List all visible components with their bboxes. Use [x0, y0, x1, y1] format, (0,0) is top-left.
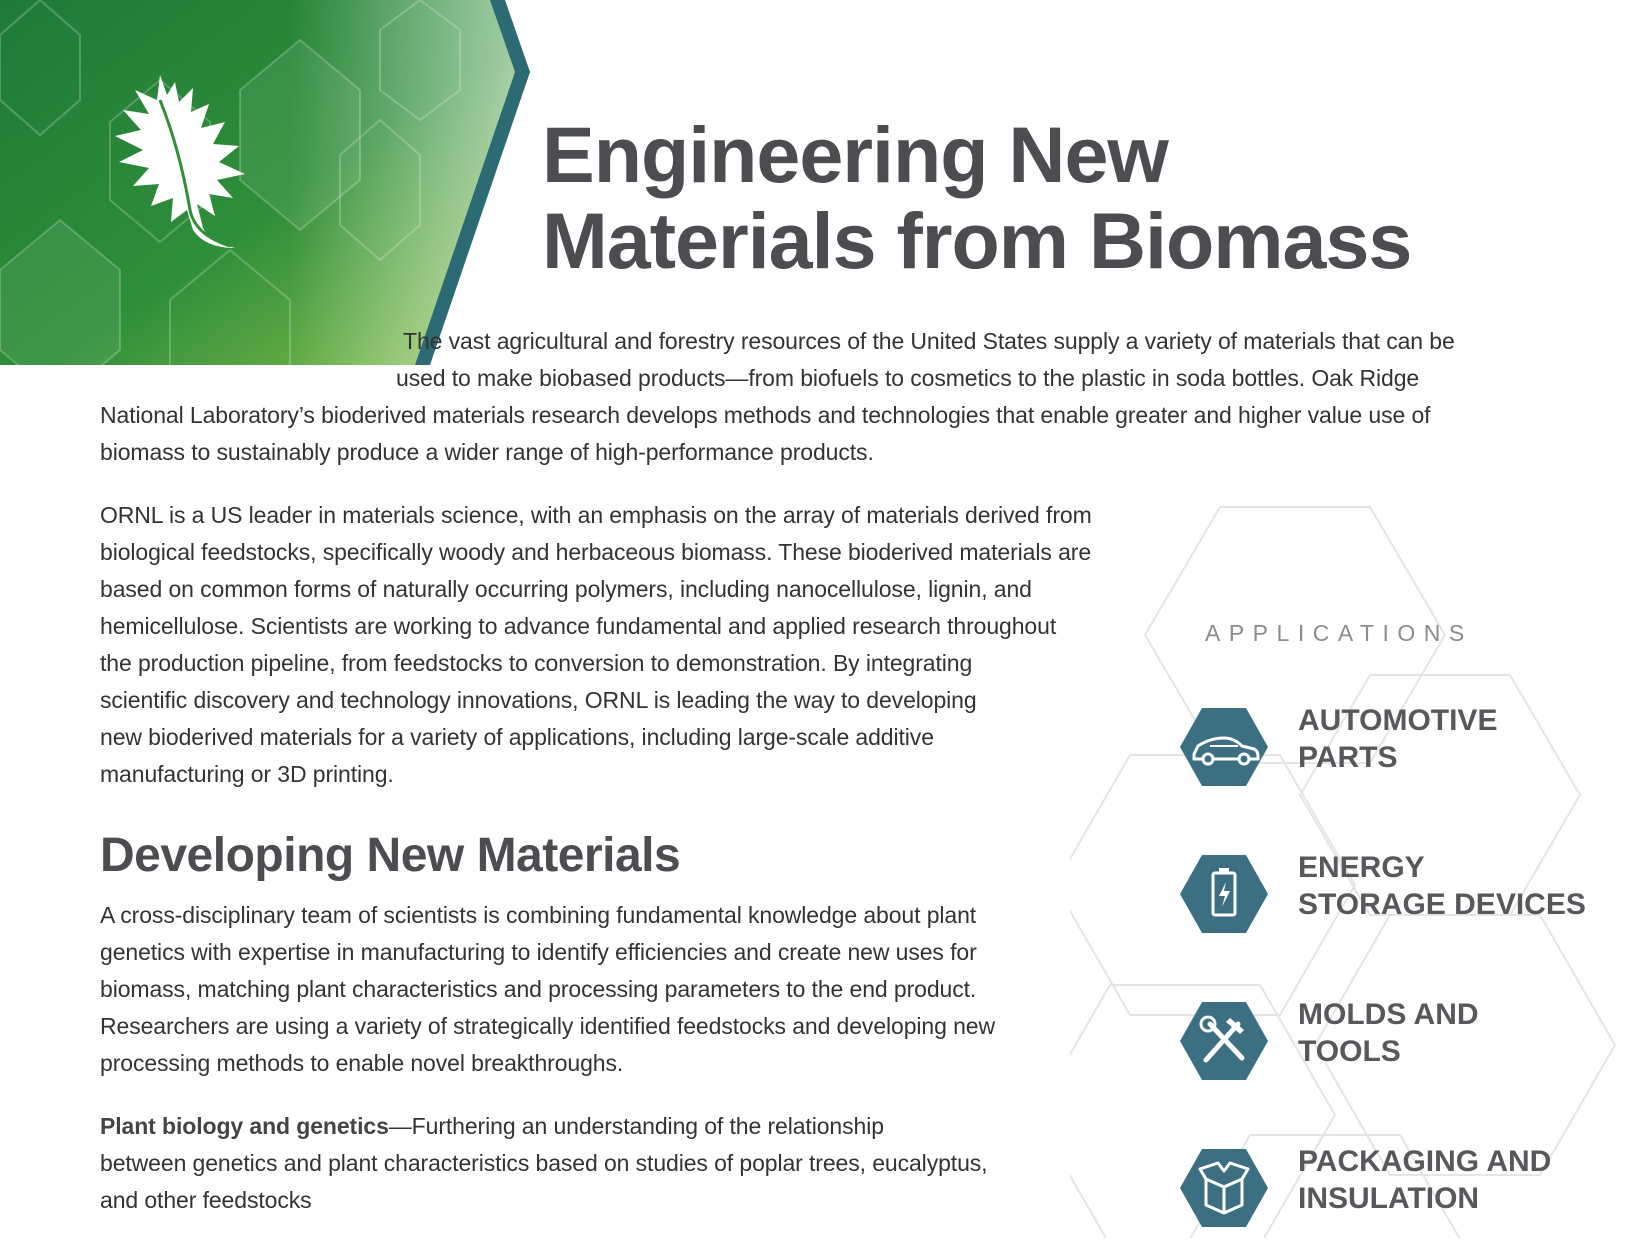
application-energy-storage [1180, 851, 1636, 955]
section-heading: Developing New Materials [100, 829, 681, 882]
application-automotive [1180, 704, 1636, 808]
application-label [1298, 996, 1479, 1070]
intro-line-4: biomass to sustainably produce a wider range of high-performance products. [100, 439, 874, 465]
plant-line-1 [100, 1108, 987, 1145]
plant-biology-paragraph [100, 1108, 987, 1219]
plant-line-1-rest: —Furthering an understanding of the relationship [388, 1113, 884, 1139]
body-line: scientific discovery and technology innovations, ORNL is leading the way to developing [100, 687, 977, 713]
section-line: biomass, matching plant characteristics and processing parameters to the end product. [100, 976, 977, 1002]
body-line: biological feedstocks, specifically woody and herbaceous biomass. These bioderived materials are [100, 539, 1092, 565]
body-line: based on common forms of naturally occurring polymers, including nanocellulose, lignin, and [100, 576, 1032, 602]
section-paragraph [100, 897, 995, 1082]
section-line: processing methods to enable novel breakthroughs. [100, 1050, 624, 1076]
body-line: ORNL is a US leader in materials science, with an emphasis on the array of materials derived from [100, 502, 1092, 528]
box-icon [1180, 1149, 1268, 1227]
oak-leaf-icon [105, 70, 265, 255]
application-label-line: MOLDS AND [1298, 998, 1479, 1031]
body-line: new bioderived materials for a variety of applications, including large-scale additive [100, 724, 934, 750]
body-paragraph [100, 497, 1092, 793]
application-label-line: ENERGY [1298, 851, 1425, 884]
application-label-line: TOOLS [1298, 1035, 1401, 1068]
body-line: manufacturing or 3D printing. [100, 761, 394, 787]
intro-paragraph-a [396, 323, 1455, 397]
application-packaging [1180, 1145, 1636, 1249]
body-line: hemicellulose. Scientists are working to advance fundamental and applied research throughout [100, 613, 1057, 639]
section-line: genetics with expertise in manufacturing to identify efficiencies and create new uses for [100, 939, 977, 965]
plant-bold-term: Plant biology and genetics [100, 1113, 389, 1139]
section-line: Researchers are using a variety of strategically identified feedstocks and developing new [100, 1013, 995, 1039]
title-line-1: Engineering New [542, 110, 1168, 199]
page-title [542, 112, 1411, 284]
plant-line-2: between genetics and plant characteristics based on studies of poplar trees, eucalyptus, [100, 1150, 988, 1176]
intro-line-1: The vast agricultural and forestry resources of the United States supply a variety of materials that can be [403, 328, 1455, 354]
intro-line-2: used to make biobased products—from biofuels to cosmetics to the plastic in soda bottles. Oak Ridge [396, 365, 1420, 391]
application-label-line: STORAGE DEVICES [1298, 888, 1586, 921]
application-label-line: PACKAGING AND [1298, 1145, 1552, 1178]
body-line: the production pipeline, from feedstocks to conversion to demonstration. By integrating [100, 650, 973, 676]
title-line-2: Materials from Biomass [542, 196, 1412, 285]
intro-paragraph-b [100, 397, 1430, 471]
application-label [1298, 1143, 1551, 1217]
battery-icon [1180, 855, 1268, 933]
section-line: A cross-disciplinary team of scientists is combining fundamental knowledge about plant [100, 902, 977, 928]
intro-line-3: National Laboratory’s bioderived materials research develops methods and technologies that enable greater and higher value use of [100, 402, 1431, 428]
application-label-line: INSULATION [1298, 1182, 1480, 1215]
application-label-line: AUTOMOTIVE [1298, 704, 1498, 737]
application-label [1298, 849, 1586, 923]
application-molds-tools [1180, 998, 1636, 1102]
tools-icon [1180, 1002, 1268, 1080]
car-icon [1180, 708, 1268, 786]
hero-banner [0, 0, 530, 365]
application-label [1298, 702, 1497, 776]
plant-line-3: and other feedstocks [100, 1187, 312, 1213]
applications-heading: APPLICATIONS [1205, 620, 1473, 646]
application-label-line: PARTS [1298, 741, 1398, 774]
